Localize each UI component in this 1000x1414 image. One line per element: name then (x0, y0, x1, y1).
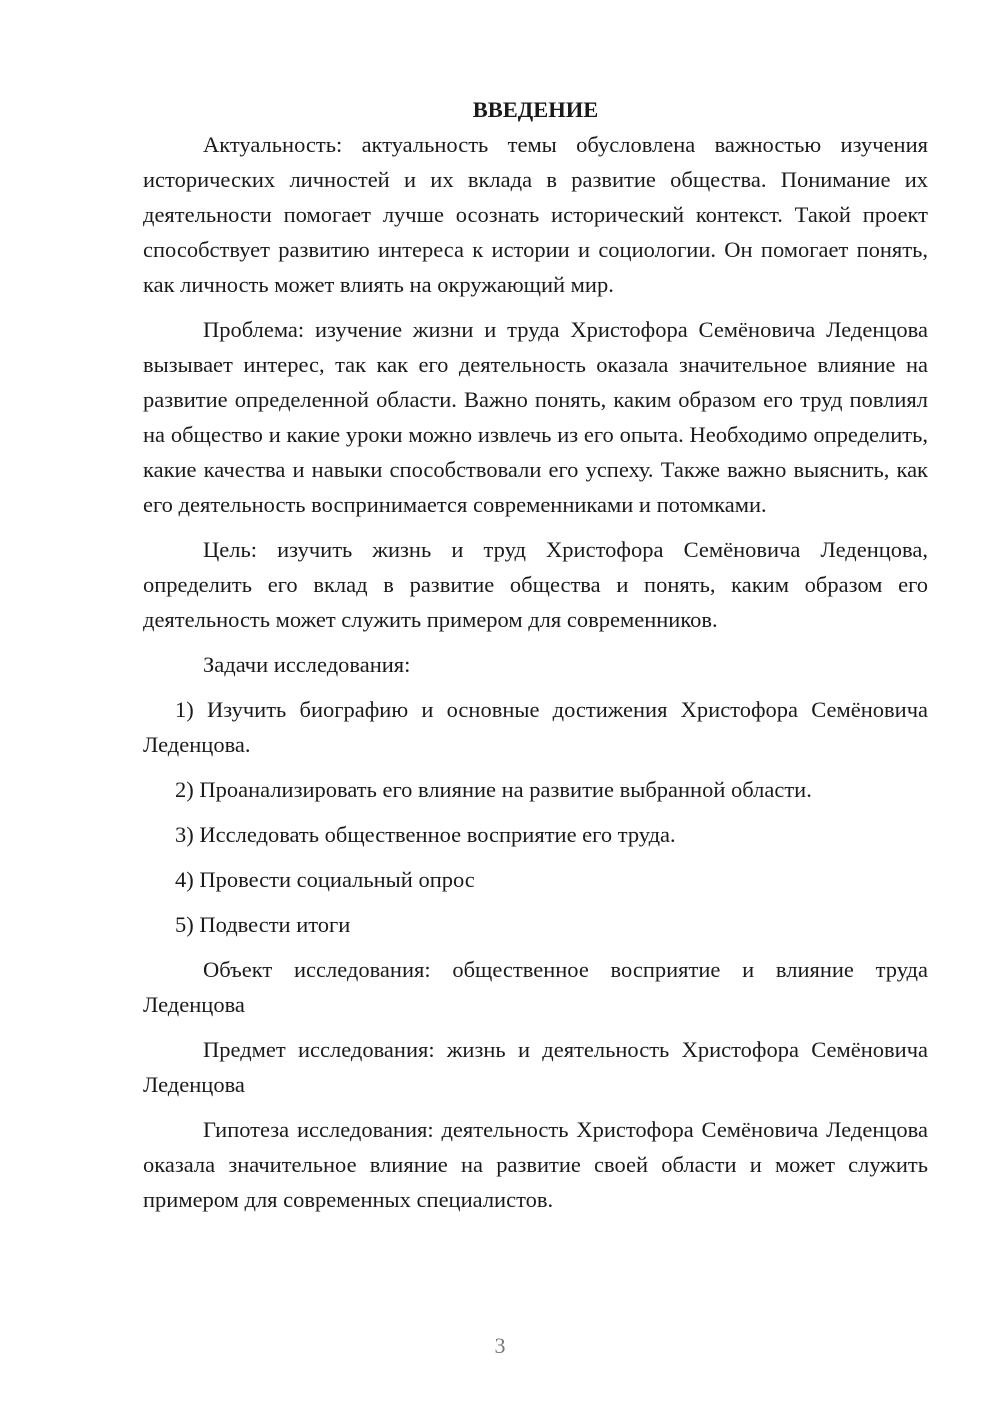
task-item-5: 5) Подвести итоги (175, 912, 351, 937)
tasks-heading: Задачи исследования: (203, 652, 411, 677)
task-item-2: 2) Проанализировать его влияние на развитие выбранной области. (175, 777, 812, 802)
subject-paragraph: Предмет исследования: жизнь и деятельность Христофора Семёновича Леденцова (143, 1037, 928, 1097)
task-item-1: 1) Изучить биографию и основные достижения Христофора Семёновича Леденцова. (143, 697, 928, 757)
hypothesis-paragraph: Гипотеза исследования: деятельность Христофора Семёновича Леденцова оказала значительное влияние на развитие своей области и может служить примером для современных специалистов. (143, 1117, 928, 1212)
task-item-3: 3) Исследовать общественное восприятие его труда. (175, 822, 676, 847)
page-title: ВВЕДЕНИЕ (472, 97, 599, 122)
object-paragraph: Объект исследования: общественное восприятие и влияние труда Леденцова (143, 957, 928, 1017)
relevance-paragraph: Актуальность: актуальность темы обусловлена важностью изучения исторических личностей и их вклада в развитие общества. Понимание их деятельности помогает лучше осознать исторический контекст. Такой проект способствует развитию интереса к истории и социологии. Он помогает понять, как личность может влиять на окружающий мир. (143, 132, 928, 297)
problem-paragraph: Проблема: изучение жизни и труда Христофора Семёновича Леденцова вызывает интерес, так как его деятельность оказала значительное влияние на развитие определенной области. Важно понять, каким образом его труд повлиял на общество и какие уроки можно извлечь из его опыта. Необходимо определить, какие качества и навыки способствовали его успеху. Также важно выяснить, как его деятельность воспринимается современниками и потомками. (143, 317, 928, 517)
document-page (143, 92, 928, 1217)
goal-paragraph: Цель: изучить жизнь и труд Христофора Семёновича Леденцова, определить его вклад в развитие общества и понять, каким образом его деятельность может служить примером для современников. (143, 537, 928, 632)
task-item-4: 4) Провести социальный опрос (175, 867, 475, 892)
page-number: 3 (494, 1333, 506, 1358)
